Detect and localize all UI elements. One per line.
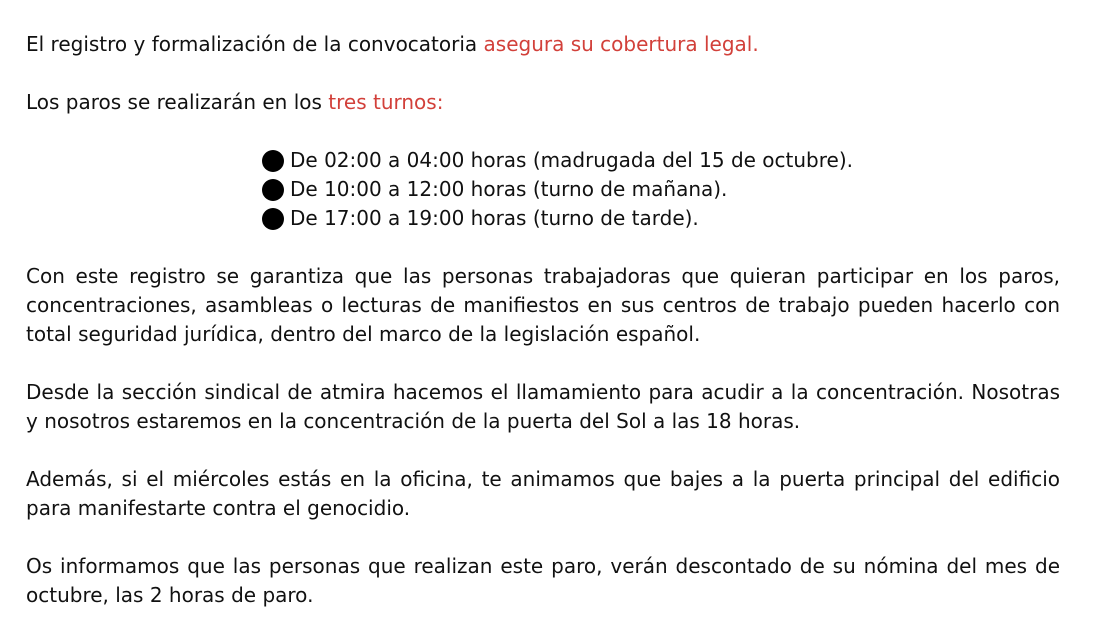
list-item	[262, 146, 1060, 175]
three-shifts-highlight: tres turnos:	[328, 90, 444, 114]
paragraph-legal-coverage-text: El registro y formalización de la convocatoria	[26, 32, 484, 56]
shift-list	[262, 146, 1060, 233]
list-item	[262, 175, 1060, 204]
bullet-dot-icon	[262, 150, 284, 172]
shift-text: De 10:00 a 12:00 horas (turno de mañana).	[290, 177, 728, 201]
paragraph-office-protest: Además, si el miércoles estás en la oficina, te animamos que bajes a la puerta principal del edificio para manifestarte contra el genocidio.	[26, 467, 1060, 520]
list-item	[262, 204, 1060, 233]
paragraph-shifts-intro-text: Los paros se realizarán en los	[26, 90, 329, 114]
bullet-dot-icon	[262, 208, 284, 230]
paragraph-call-to-action: Desde la sección sindical de atmira hacemos el llamamiento para acudir a la concentración. Nosotras y nosotros estaremos en la concentración de la puerta del Sol a las 18 horas.	[26, 380, 1060, 433]
legal-coverage-highlight: asegura su cobertura legal.	[483, 32, 759, 56]
paragraph-salary-deduction: Os informamos que las personas que realizan este paro, verán descontado de su nómina del mes de octubre, las 2 horas de paro.	[26, 554, 1060, 607]
document-body	[26, 30, 1060, 639]
paragraph-shifts-intro	[26, 88, 1060, 117]
paragraph-legal-coverage	[26, 30, 1060, 59]
shift-text: De 17:00 a 19:00 horas (turno de tarde).	[290, 206, 699, 230]
shift-text: De 02:00 a 04:00 horas (madrugada del 15 de octubre).	[290, 148, 853, 172]
bullet-dot-icon	[262, 179, 284, 201]
paragraph-legal-security: Con este registro se garantiza que las personas trabajadoras que quieran participar en los paros, concentraciones, asambleas o lecturas de manifiestos en sus centros de trabajo pueden hacerlo con total seguridad jurídica, dentro del marco de la legislación español.	[26, 264, 1060, 346]
